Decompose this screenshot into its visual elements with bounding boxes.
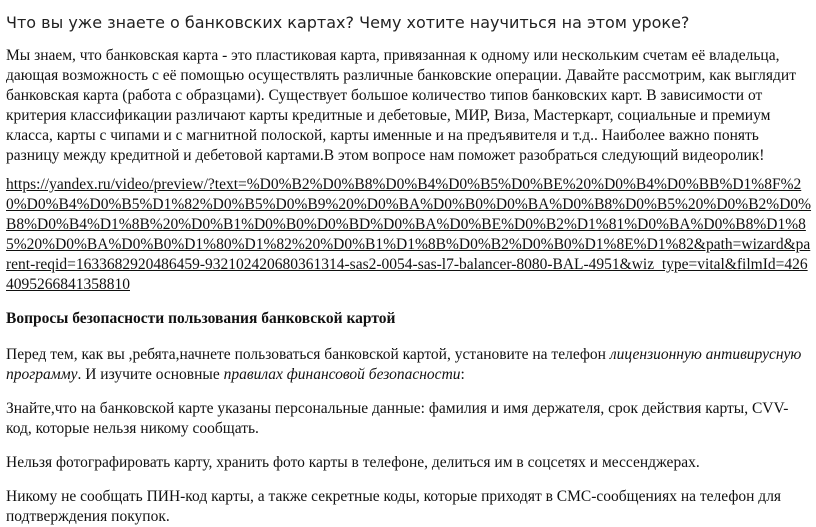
antivirus-paragraph [6, 345, 808, 385]
pin-warning-paragraph: Никому не сообщать ПИН-код карты, а также секретные коды, которые приходят в СМС-сообщениях на телефон для подтверждения покупок. [6, 488, 782, 525]
antivirus-program-emphasis: лицензионную антивирусную программу [6, 346, 802, 383]
antivirus-text-a: Перед тем, как вы ,ребята,начнете пользоваться банковской картой, установите на телефон [6, 346, 610, 363]
personal-data-paragraph: Знайте,что на банковской карте указаны персональные данные: фамилия и имя держателя, срок действия карты, CVV-код, которые нельзя никому сообщать. [6, 400, 789, 437]
intro-paragraph: Мы знаем, что банковская карта - это пластиковая карта, привязанная к одному или нескольким счетам её владельца, дающая возможность с её помощью осуществлять различные банковские операции. Давайте рассмотрим, как выглядит банковская карта (работа с образцами). Существует большое количество типов банковских карт. В зависимости от критерия классификации различают карты кредитные и дебетовые, МИР, Виза, Мастеркарт, социальные и премиум класса, карты с чипами и с магнитной полоской, карты именные и на предъявителя и т.д.. Наиболее важно понять разницу между кредитной и дебетовой картами.В этом вопросе нам поможет разобраться следующий видеоролик! [6, 47, 796, 164]
photo-warning-paragraph: Нельзя фотографировать карту, хранить фото карты в телефоне, делиться им в соцсетях и мессенджерах. [6, 454, 700, 471]
section-heading: Вопросы безопасности пользования банковской картой [6, 310, 396, 327]
page-title: Что вы уже знаете о банковских картах? Чему хотите научиться на этом уроке? [6, 13, 690, 32]
video-link[interactable]: https://yandex.ru/video/preview/?text=%D0%B2%D0%B8%D0%B4%D0%B5%D0%BE%20%D0%B4%D0%BB%D1%8F%20%D0%B4%D0%B5%D1%82%D0%B5%D0%B9%20%D0%BA%D0%B0%D0%BA%D0%B8%D0%B5%20%D0%B2%D0%B8%D0%B4%D1%8B%20%D0%B1%D0%B0%D0%BD%D0%BA%D0%BE%D0%B2%D1%81%D0%BA%D0%B8%D1%85%20%D0%BA%D0%B0%D1%80%D1%82%20%D0%B1%D1%8B%D0%B2%D0%B0%D1%8E%D1%82&path=wizard&parent-reqid=1633682920486459-932102420680361314-sas2-0054-sas-l7-balancer-8080-BAL-4951&wiz_type=vital&filmId=4264095266841358810 [6, 176, 812, 293]
antivirus-text-c: . И изучите основные [77, 366, 224, 383]
antivirus-text-e: : [460, 366, 465, 383]
safety-rules-emphasis: правилах финансовой безопасности [223, 366, 461, 383]
